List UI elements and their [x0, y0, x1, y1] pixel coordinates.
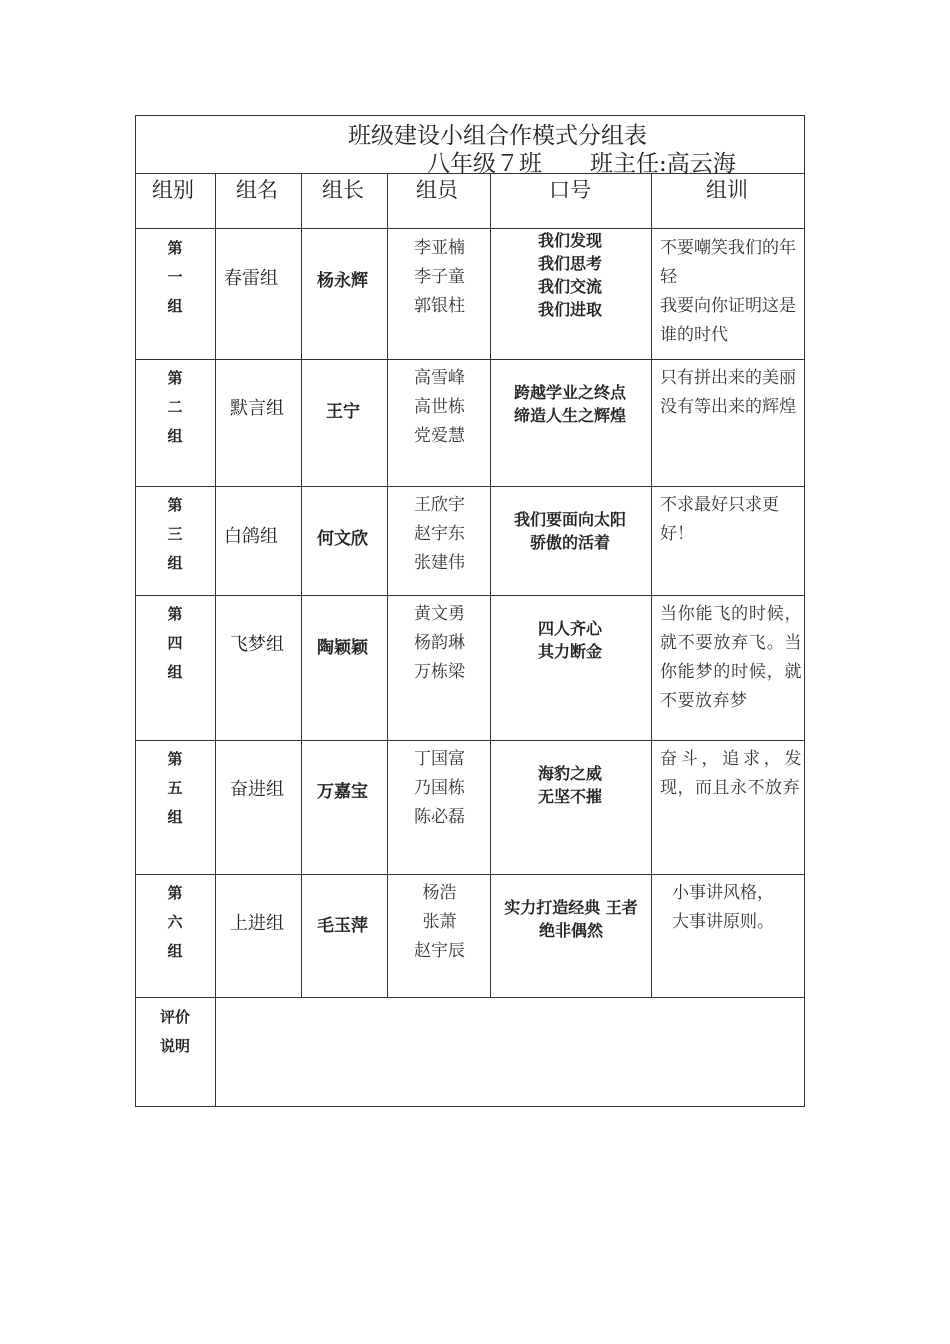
header-motto: 组训	[706, 178, 748, 202]
group-members: 丁国富 乃国栋 陈必磊	[414, 749, 465, 827]
row-divider	[135, 874, 805, 875]
group-slogan: 我们发现 我们思考 我们交流 我们进取	[537, 231, 602, 319]
group-name: 春雷组	[224, 268, 278, 289]
class-name: 八年级７班	[427, 151, 542, 177]
group-slogan: 四人齐心 其力断金	[537, 619, 602, 661]
group-leader: 毛玉萍	[317, 916, 368, 936]
group-leader: 杨永辉	[317, 271, 368, 291]
row-divider	[135, 486, 805, 487]
header-group-name: 组名	[236, 178, 278, 202]
group-number: 第 六 组	[167, 884, 183, 960]
group-leader: 陶颖颖	[317, 638, 368, 658]
group-number: 第 五 组	[167, 750, 183, 826]
group-slogan: 海豹之威 无坚不摧	[537, 764, 602, 806]
header-leader: 组长	[322, 178, 364, 202]
group-number: 第 四 组	[167, 605, 183, 681]
group-leader: 王宁	[326, 402, 360, 422]
group-number: 第 二 组	[167, 369, 183, 445]
group-motto: 当你能飞的时候，就不要放弃飞。当你能梦的时候，就不要放弃梦	[660, 604, 802, 711]
group-slogan: 跨越学业之终点 缔造人生之辉煌	[513, 383, 626, 425]
group-name: 默言组	[230, 398, 284, 419]
row-divider	[135, 740, 805, 741]
group-name: 奋进组	[230, 779, 284, 800]
group-members: 杨浩 张萧 赵宇辰	[414, 883, 465, 961]
group-motto: 奋斗，追求，发现，而且永不放弃	[660, 749, 802, 798]
group-slogan: 实力打造经典 王者绝非偶然	[504, 898, 638, 940]
table-title: 班级建设小组合作模式分组表	[348, 123, 647, 149]
group-name: 上进组	[230, 913, 284, 934]
evaluation-label: 评价 说明	[159, 1008, 190, 1055]
group-members: 李亚楠 李子童 郭银柱	[414, 238, 465, 316]
row-divider	[135, 359, 805, 360]
group-leader: 万嘉宝	[317, 782, 368, 802]
group-leader: 何文欣	[317, 529, 368, 549]
group-motto: 小事讲风格， 大事讲原则。	[672, 883, 774, 932]
group-motto: 只有拼出来的美丽 没有等出来的辉煌	[660, 368, 796, 417]
header-slogan: 口号	[549, 178, 591, 202]
group-members: 王欣宇 赵宇东 张建伟	[414, 495, 465, 573]
group-members: 高雪峰 高世栋 党爱慧	[414, 368, 465, 446]
homeroom-teacher: 班主任:高云海	[590, 151, 736, 177]
group-name: 飞梦组	[230, 634, 284, 655]
group-members: 黄文勇 杨韵琳 万栋梁	[414, 604, 465, 682]
header-members: 组员	[416, 178, 458, 202]
group-motto: 不要嘲笑我们的年轻 我要向你证明这是谁的时代	[660, 238, 796, 345]
row-divider	[135, 997, 805, 998]
row-divider	[135, 595, 805, 596]
group-number: 第 一 组	[167, 239, 183, 315]
group-number: 第 三 组	[167, 496, 183, 572]
column-divider	[215, 173, 216, 1107]
header-group-no: 组别	[152, 178, 194, 202]
group-motto: 不求最好只求更好！	[660, 495, 779, 544]
group-name: 白鸽组	[224, 526, 278, 547]
row-divider	[135, 228, 805, 229]
group-slogan: 我们要面向太阳 骄傲的活着	[513, 510, 626, 552]
